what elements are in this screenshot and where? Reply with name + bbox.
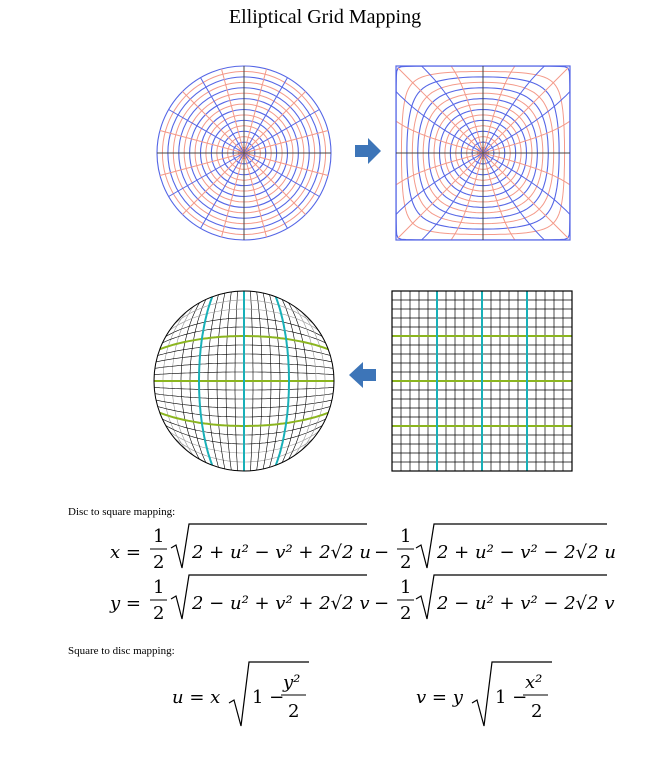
polar-spoke <box>221 69 244 153</box>
polar-spoke <box>244 153 328 176</box>
polar-disc <box>157 66 331 240</box>
y-radicand-1: 2 − u² + v² + 2√2 v <box>192 593 370 614</box>
square-to-disc-label: Square to disc mapping: <box>68 645 175 657</box>
right-arrow-icon <box>355 138 381 164</box>
disc-to-square-label: Disc to square mapping: <box>68 506 176 518</box>
half-num: 1 <box>400 577 412 598</box>
x-radicand-2: 2 + u² − v² − 2√2 u <box>437 542 616 563</box>
polar-spoke <box>244 130 328 153</box>
y-squared: y² <box>283 672 301 693</box>
u-equation <box>172 662 309 726</box>
minus-sign: − <box>374 542 390 563</box>
mapped-grid-disc <box>154 291 334 471</box>
half-den: 2 <box>153 552 165 573</box>
u-lhs: u = x <box>172 687 221 708</box>
x-lhs: x = <box>110 542 141 563</box>
page-title: Elliptical Grid Mapping <box>228 6 422 28</box>
grid-square <box>392 291 572 471</box>
one-minus: 1 − <box>495 687 528 708</box>
x-squared: x² <box>525 672 543 693</box>
y-radicand-2: 2 − u² + v² − 2√2 v <box>437 593 615 614</box>
v-equation <box>416 662 552 726</box>
polar-spoke <box>244 69 267 153</box>
half-den: 2 <box>400 552 412 573</box>
half-den: 2 <box>153 603 165 624</box>
y-equation <box>109 575 615 624</box>
y-lhs: y = <box>110 593 141 614</box>
half-num: 1 <box>153 526 165 547</box>
minus-sign: − <box>374 593 390 614</box>
left-arrow-icon <box>349 362 376 388</box>
half-num: 1 <box>153 577 165 598</box>
polar-spoke <box>244 153 267 237</box>
polar-spoke <box>160 130 244 153</box>
two: 2 <box>531 701 543 722</box>
half-num: 1 <box>400 526 412 547</box>
one-minus: 1 − <box>252 687 285 708</box>
half-den: 2 <box>400 603 412 624</box>
polar-spoke <box>160 153 244 176</box>
x-equation <box>110 524 616 573</box>
v-lhs: v = y <box>416 687 463 708</box>
two: 2 <box>288 701 300 722</box>
mapped-polar-square <box>396 66 570 240</box>
polar-spoke <box>221 153 244 237</box>
x-radicand-1: 2 + u² − v² + 2√2 u <box>192 542 371 563</box>
